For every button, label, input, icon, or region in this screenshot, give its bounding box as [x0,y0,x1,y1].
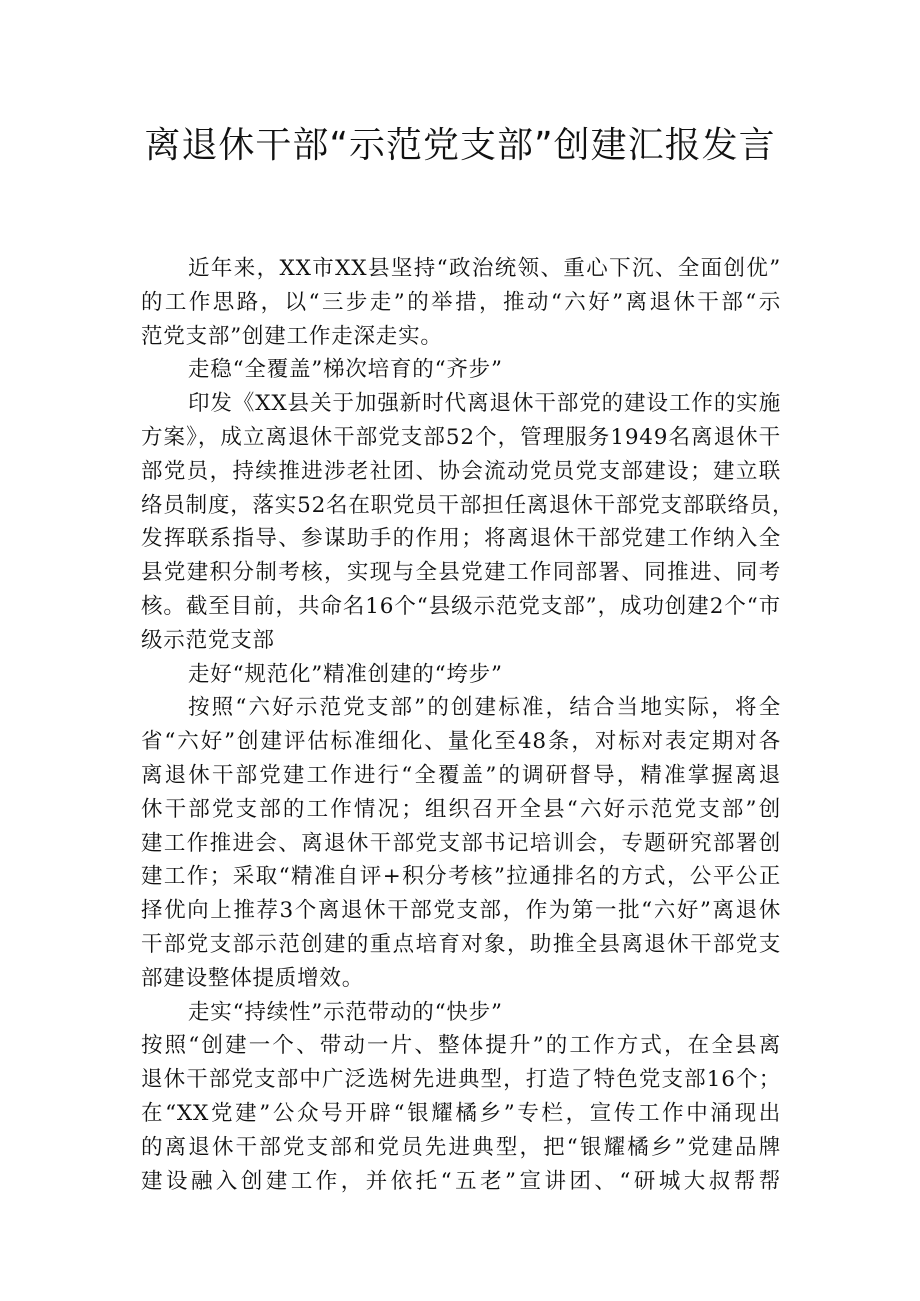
paragraph-line: 核。截至目前，共命名16个“县级示范党支部”，成功创建2个“市 [141,593,781,619]
paragraph-line: 省“六好”创建评估标准细化、量化至48条，对标对表定期对各 [141,729,781,755]
paragraph-line: 离退休干部党建工作进行“全覆盖”的调研督导，精准掌握离退 [141,762,781,788]
paragraph-line: 部党员，持续推进涉老社团、协会流动党员党支部建设；建立联 [141,458,781,484]
paragraph-line: 县党建积分制考核，实现与全县党建工作同部署、同推进、同考 [141,560,781,586]
paragraph-line: 方案》，成立离退休干部党支部52个，管理服务1949名离退休干 [141,424,781,450]
paragraph-line: 建工作推进会、离退休干部党支部书记培训会，专题研究部署创 [141,830,781,856]
paragraph-line: 干部党支部示范创建的重点培育对象，助推全县离退休干部党支 [141,931,781,957]
paragraph-line: 印发《XX县关于加强新时代离退休干部党的建设工作的实施 [188,391,781,417]
paragraph-line: 部建设整体提质增效。 [141,965,365,991]
paragraph-line: 退休干部党支部中广泛选树先进典型，打造了特色党支部16个； [141,1067,781,1093]
paragraph-line: 的离退休干部党支部和党员先进典型，把“银耀橘乡”党建品牌 [141,1134,781,1160]
paragraph-line: 休干部党支部的工作情况；组织召开全县“六好示范党支部”创 [141,796,781,822]
document-body [141,252,795,1198]
paragraph-line: 的工作思路，以“三步走”的举措，推动“六好”离退休干部“示 [141,289,781,315]
section-heading: 走稳“全覆盖”梯次培育的“齐步” [188,357,503,383]
paragraph-line: 建工作；采取“精准自评+积分考核”拉通排名的方式，公平公正 [141,864,781,890]
paragraph-line: 择优向上推荐3个离退休干部党支部，作为第一批“六好”离退休 [141,898,781,924]
section-heading: 走实“持续性”示范带动的“快步” [188,999,503,1025]
paragraph-line: 近年来，XX市XX县坚持“政治统领、重心下沉、全面创优” [188,256,781,281]
paragraph-line: 按照“六好示范党支部”的创建标准，结合当地实际，将全 [188,695,781,721]
paragraph-line: 在“XX党建”公众号开辟“银耀橘乡”专栏，宣传工作中涌现出 [141,1100,781,1126]
document-title: 离退休干部“示范党支部”创建汇报发言 [144,125,776,166]
paragraph-line: 按照“创建一个、带动一片、整体提升”的工作方式，在全县离 [141,1033,781,1059]
paragraph-line: 络员制度，落实52名在职党员干部担任离退休干部党支部联络员， [141,492,795,518]
section-heading: 走好“规范化”精准创建的“垮步” [188,661,503,687]
paragraph-line: 级示范党支部 [141,627,275,653]
paragraph-line: 建设融入创建工作，并依托“五老”宣讲团、“研城大叔帮帮 [141,1168,781,1194]
paragraph-line: 范党支部”创建工作走深走实。 [141,323,443,349]
paragraph-line: 发挥联系指导、参谋助手的作用；将离退休干部党建工作纳入全 [141,526,781,552]
